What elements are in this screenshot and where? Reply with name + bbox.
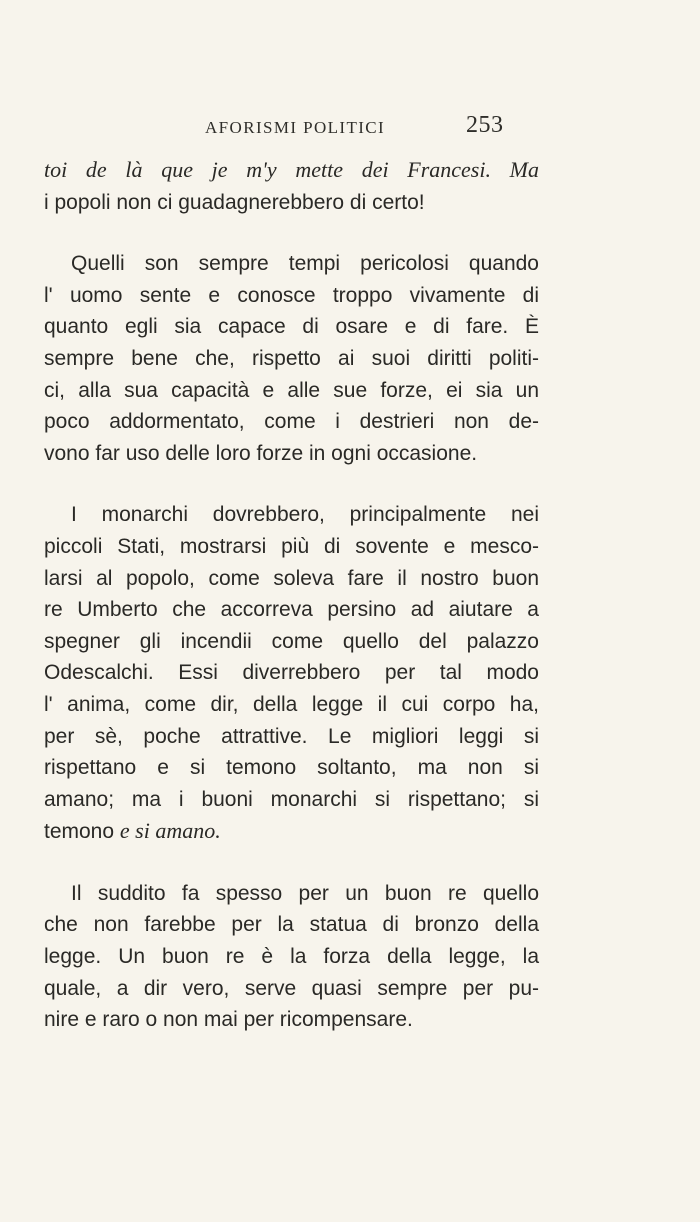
text-line: vono far uso delle loro forze in ogni occasione. <box>44 441 478 465</box>
text-line: quale, a dir vero, serve quasi sempre per pu- <box>44 976 539 1000</box>
text-line: i popoli non ci guadagnerebbero di certo! <box>44 190 425 214</box>
plain-text: temono <box>44 820 120 844</box>
plain-text: dei Francesi. Ma <box>342 157 540 182</box>
text-line: per sè, poche attrattive. Le migliori leggi si <box>44 724 539 748</box>
text-line: l' uomo sente e conosce troppo vivamente di <box>44 283 539 307</box>
text-line: Il suddito fa spesso per un buon re quello <box>71 881 539 905</box>
text-line: l' anima, come dir, della legge il cui corpo ha, <box>44 692 539 716</box>
text-line: nire e raro o non mai per ricompensare. <box>44 1008 413 1032</box>
paragraph <box>44 154 539 218</box>
text-line: Odescalchi. Essi diverrebbero per tal modo <box>44 661 539 685</box>
text-line: spegner gli incendii come quello del palazzo <box>44 629 539 653</box>
paragraph <box>44 499 539 848</box>
text-line <box>44 815 539 848</box>
running-head <box>0 114 700 144</box>
text-line: legge. Un buon re è la forza della legge, la <box>44 945 539 969</box>
text-line: amano; ma i buoni monarchi si rispettano; si <box>44 787 539 811</box>
mixed-text-line <box>44 820 221 843</box>
text-line: poco addormentato, come i destrieri non de- <box>44 410 539 434</box>
paragraph <box>44 878 539 1036</box>
text-line: piccoli Stati, mostrarsi più di sovente e mesco- <box>44 534 539 558</box>
text-line: quanto egli sia capace di osare e di fare. È <box>44 315 539 339</box>
paragraph <box>44 248 539 469</box>
italic-text: e si amano. <box>119 818 221 844</box>
italic-text: toi de là que je m'y mette <box>44 157 343 182</box>
text-line: I monarchi dovrebbero, principalmente nei <box>71 503 539 527</box>
text-line: re Umberto che accorreva persino ad aiutare a <box>44 598 539 622</box>
text-line: che non farebbe per la statua di bronzo della <box>44 913 539 937</box>
text-line: larsi al popolo, come soleva fare il nostro buon <box>44 566 539 590</box>
text-line <box>44 154 539 187</box>
text-line: sempre bene che, rispetto ai suoi diritti politi- <box>44 346 539 370</box>
body-text <box>44 154 539 1066</box>
text-line: Quelli son sempre tempi pericolosi quando <box>71 252 539 276</box>
running-title: AFORISMI POLITICI <box>205 118 386 137</box>
italic-phrase <box>44 157 539 182</box>
text-line: ci, alla sua capacità e alle sue forze, ei sia un <box>44 378 539 402</box>
text-line: rispettano e si temono soltanto, ma non si <box>44 756 539 780</box>
page-number: 253 <box>466 112 504 138</box>
